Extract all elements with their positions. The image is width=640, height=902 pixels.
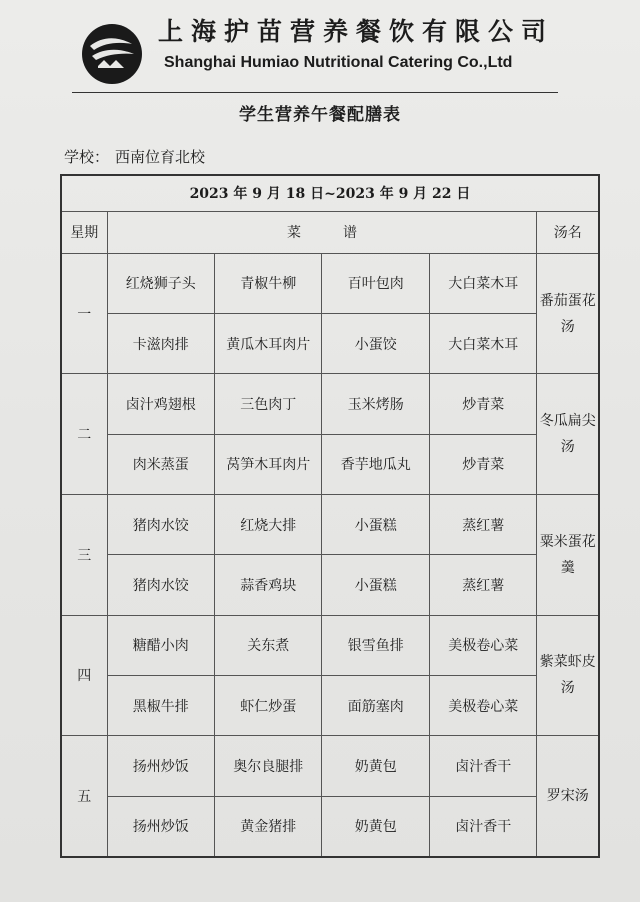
dish-cell: 香芋地瓜丸 bbox=[322, 434, 429, 494]
menu-table bbox=[60, 174, 600, 858]
dish-cell: 炒青菜 bbox=[429, 374, 537, 434]
dish-cell: 银雪鱼排 bbox=[322, 615, 429, 675]
dish-cell: 奥尔良腿排 bbox=[214, 736, 321, 796]
school-label: 学校： bbox=[64, 148, 110, 166]
school-line bbox=[64, 146, 205, 167]
dish-cell: 红烧狮子头 bbox=[107, 253, 214, 313]
dish-cell: 大白菜木耳 bbox=[429, 253, 537, 313]
table-row bbox=[61, 675, 599, 735]
dish-cell: 玉米烤肠 bbox=[322, 374, 429, 434]
header-soup: 汤名 bbox=[537, 211, 599, 253]
dish-cell: 奶黄包 bbox=[322, 796, 429, 857]
dish-cell: 炒青菜 bbox=[429, 434, 537, 494]
table-row bbox=[61, 796, 599, 857]
weekday-cell: 三 bbox=[61, 494, 107, 615]
table-row bbox=[61, 374, 599, 434]
header-weekday: 星期 bbox=[61, 211, 107, 253]
dish-cell: 关东煮 bbox=[214, 615, 321, 675]
soup-cell: 冬瓜扁尖汤 bbox=[537, 374, 599, 495]
dish-cell: 蒜香鸡块 bbox=[214, 555, 321, 615]
table-row bbox=[61, 555, 599, 615]
document-title: 学生营养午餐配膳表 bbox=[239, 105, 401, 125]
dish-cell: 小蛋糕 bbox=[322, 494, 429, 554]
table-row bbox=[61, 314, 599, 374]
dish-cell: 黄金猪排 bbox=[214, 796, 321, 857]
header-menu: 菜 谱 bbox=[107, 211, 537, 253]
soup-cell: 紫菜虾皮汤 bbox=[537, 615, 599, 736]
dish-cell: 卤汁香干 bbox=[429, 736, 537, 796]
weekday-cell: 五 bbox=[61, 736, 107, 857]
table-row bbox=[61, 736, 599, 796]
header-divider bbox=[72, 92, 558, 93]
dish-cell: 虾仁炒蛋 bbox=[214, 675, 321, 735]
table-row bbox=[61, 615, 599, 675]
dish-cell: 小蛋饺 bbox=[322, 314, 429, 374]
table-row bbox=[61, 434, 599, 494]
soup-cell: 罗宋汤 bbox=[537, 736, 599, 857]
dish-cell: 扬州炒饭 bbox=[107, 736, 214, 796]
weekday-cell: 一 bbox=[61, 253, 107, 374]
dish-cell: 美极卷心菜 bbox=[429, 615, 537, 675]
dish-cell: 大白菜木耳 bbox=[429, 314, 537, 374]
company-name-en: Shanghai Humiao Nutritional Catering Co.,Ltd bbox=[164, 54, 513, 71]
dish-cell: 青椒牛柳 bbox=[214, 253, 321, 313]
dish-cell: 卤汁香干 bbox=[429, 796, 537, 857]
dish-cell: 蒸红薯 bbox=[429, 555, 537, 615]
dish-cell: 奶黄包 bbox=[322, 736, 429, 796]
dish-cell: 扬州炒饭 bbox=[107, 796, 214, 857]
company-logo-icon bbox=[80, 22, 144, 86]
dish-cell: 面筋塞肉 bbox=[322, 675, 429, 735]
dish-cell: 猪肉水饺 bbox=[107, 555, 214, 615]
dish-cell: 百叶包肉 bbox=[322, 253, 429, 313]
dish-cell: 黄瓜木耳肉片 bbox=[214, 314, 321, 374]
dish-cell: 卤汁鸡翅根 bbox=[107, 374, 214, 434]
dish-cell: 红烧大排 bbox=[214, 494, 321, 554]
dish-cell: 莴笋木耳肉片 bbox=[214, 434, 321, 494]
dish-cell: 小蛋糕 bbox=[322, 555, 429, 615]
dish-cell: 蒸红薯 bbox=[429, 494, 537, 554]
soup-cell: 粟米蛋花羹 bbox=[537, 494, 599, 615]
company-name-cn: 上海护苗营养餐饮有限公司 bbox=[158, 17, 555, 46]
weekday-cell: 二 bbox=[61, 374, 107, 495]
dish-cell: 肉米蒸蛋 bbox=[107, 434, 214, 494]
dish-cell: 美极卷心菜 bbox=[429, 675, 537, 735]
table-row bbox=[61, 494, 599, 554]
table-row bbox=[61, 253, 599, 313]
date-range: 2023 年 9 月 18 日~2023 年 9 月 22 日 bbox=[61, 175, 599, 211]
soup-cell: 番茄蛋花汤 bbox=[537, 253, 599, 374]
dish-cell: 卡滋肉排 bbox=[107, 314, 214, 374]
dish-cell: 三色肉丁 bbox=[214, 374, 321, 434]
weekday-cell: 四 bbox=[61, 615, 107, 736]
school-name: 西南位育北校 bbox=[115, 148, 206, 166]
dish-cell: 黑椒牛排 bbox=[107, 675, 214, 735]
dish-cell: 猪肉水饺 bbox=[107, 494, 214, 554]
dish-cell: 糖醋小肉 bbox=[107, 615, 214, 675]
